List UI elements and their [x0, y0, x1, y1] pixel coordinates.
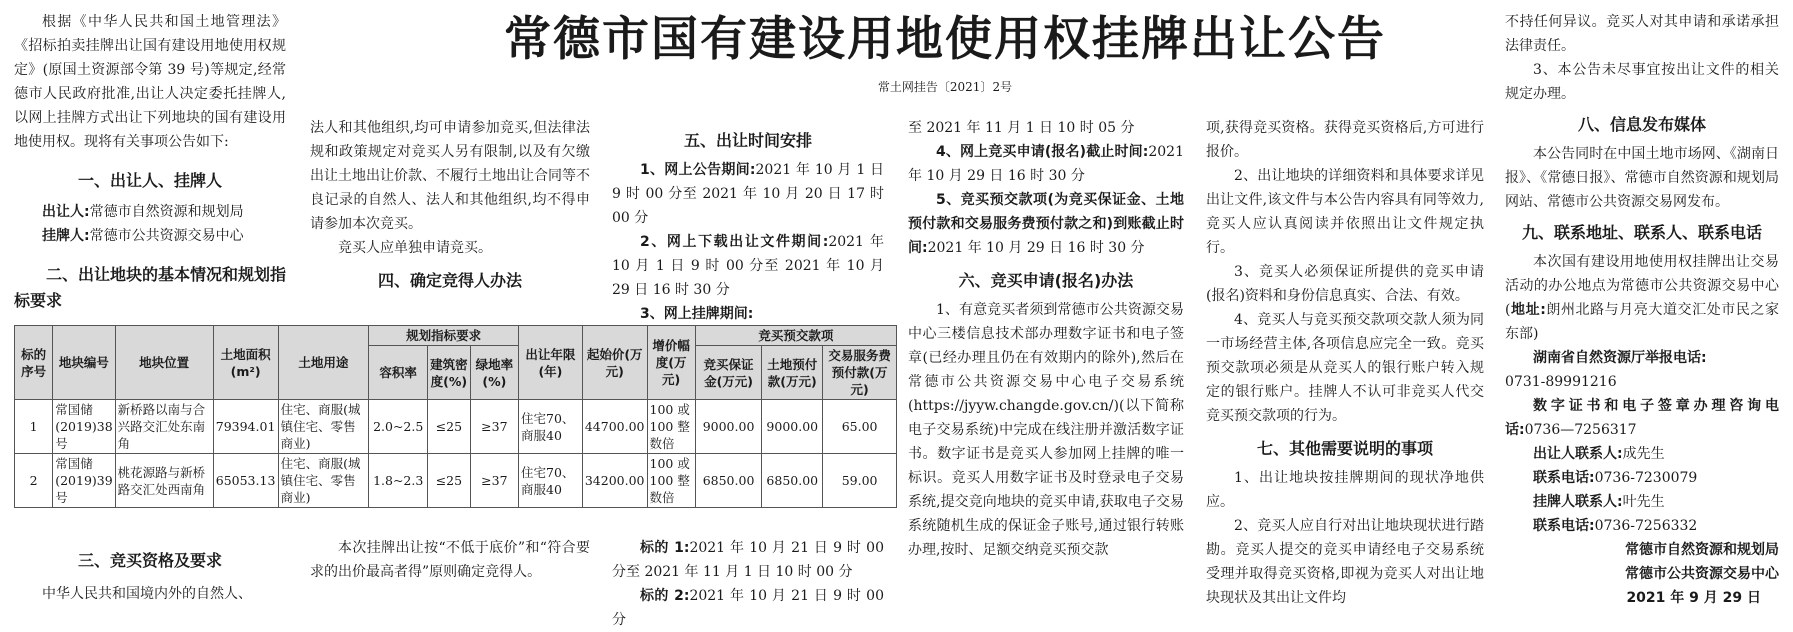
- section-4-body: 本次挂牌出让按“不低于底价”和“符合要求的出价最高者得”原则确定竞得人。: [310, 540, 590, 580]
- section-7-item-2: 2、竞买人应自行对出让地块现状进行踏勘。竞买人提交的竞买申请经电子交易系统受理并取得竞买资格,即视为竞买人对出让地块现状及其出让文件均: [1206, 518, 1484, 606]
- table-row: 2 常国储(2019)39号 桃花源路与新桥路交汇处西南角 65053.13 住宅、商服(城镇住宅、零售商业) 1.8~2.3 ≤25 ≥37 住宅70、商服40 34200.00 100 或 100 整数倍 6850.00 6850.00 59.00: [15, 454, 897, 508]
- section-7-item-3: 3、本公告未尽事宜按出让文件的相关规定办理。: [1505, 62, 1779, 102]
- section-1-heading: 一、出让人、挂牌人: [77, 171, 222, 190]
- schedule-item-1: 1、网上公告期间:2021 年 10 月 1 日 9 时 00 分至 2021 年 10 月 20 日 17 时 00 分: [612, 162, 884, 226]
- section-9-body: 本次国有建设用地使用权挂牌出让交易活动的办公地点为常德市公共资源交易中心(地址:朗州北路与月亮大道交汇处市民之家东部): [1505, 254, 1779, 342]
- section-6-heading: 六、竞买申请(报名)办法: [958, 271, 1134, 290]
- th-density: 建筑密度(%): [428, 346, 471, 400]
- section-9-heading: 九、联系地址、联系人、联系电话: [1521, 223, 1762, 242]
- th-deposit: 竞买保证金(万元): [695, 346, 762, 400]
- th-increment: 增价幅度(万元): [647, 326, 695, 400]
- section-5-heading: 五、出让时间安排: [683, 131, 812, 150]
- schedule-item-3: 3、网上挂牌期间:: [640, 306, 754, 322]
- listing-party-line: 挂牌人:常德市公共资源交易中心: [42, 228, 244, 244]
- signature-date: 2021 年 9 月 29 日: [1626, 590, 1761, 606]
- transferor-phone: 联系电话:0736-7230079: [1533, 470, 1698, 486]
- th-fee: 交易服务费预付款(万元): [823, 346, 897, 400]
- section-8-body: 本公告同时在中国土地市场网、《湖南日报》、《常德日报》、常德市自然资源和规划局网站、常德市公共资源交易网发布。: [1505, 146, 1779, 210]
- section-3-continued: 法人和其他组织,均可申请参加竞买,但法律法规和政策规定对竞买人另有限制,以及有欠缴出让土地出让价款、不履行土地出让合同等不良记录的自然人、法人和其他组织,均不得申请参加本次竞买。: [310, 120, 590, 232]
- listing-contact: 挂牌人联系人:叶先生: [1533, 494, 1665, 510]
- column-1-lower: [14, 548, 286, 606]
- th-plan-group: 规划指标要求: [369, 326, 519, 346]
- th-far: 容积率: [369, 346, 428, 400]
- intro-paragraph: 根据《中华人民共和国土地管理法》《招标拍卖挂牌出让国有建设用地使用权规定》(原国土资源部令第 39 号)等规定,经常德市人民政府批准,出让人决定委托挂牌人,以网上挂牌方式出让下列地块的国有建设用地使用权。现将有关事项公告如下:: [14, 14, 286, 150]
- th-green: 绿地率(%): [470, 346, 518, 400]
- lot-2-period: 标的 2:2021 年 10 月 21 日 9 时 00 分: [612, 588, 884, 628]
- column-6: [1505, 10, 1779, 610]
- listing-phone: 联系电话:0736-7256332: [1533, 518, 1698, 534]
- report-phone: 0731-89991216: [1505, 374, 1617, 390]
- signature-2: 常德市公共资源交易中心: [1625, 566, 1779, 582]
- th-seq: 标的序号: [15, 326, 53, 400]
- column-2-lower: [310, 536, 590, 584]
- page-title: 常德市国有建设用地使用权挂牌出让公告: [504, 12, 1386, 67]
- section-6-continued: 项,获得竞买资格。获得竞买资格后,方可进行报价。: [1206, 120, 1484, 160]
- table-row: 1 常国储(2019)38号 新桥路以南与合兴路交汇处东南角 79394.01 住宅、商服(城镇住宅、零售商业) 2.0~2.5 ≤25 ≥37 住宅70、商服40 44700.00 100 或 100 整数倍 9000.00 9000.00 65.00: [15, 400, 897, 454]
- report-phone-label: 湖南省自然资源厅举报电话:: [1533, 350, 1707, 366]
- column-5: [1206, 116, 1484, 610]
- section-7-heading: 七、其他需要说明的事项: [1256, 439, 1433, 458]
- single-application-note: 竞买人应单独申请竞买。: [338, 240, 492, 256]
- section-6-item-3: 3、竞买人必须保证所提供的竞买申请(报名)资料和身份信息真实、合法、有效。: [1206, 264, 1484, 304]
- section-3-heading: 三、竞买资格及要求: [77, 551, 222, 570]
- transferor-contact: 出让人联系人:成先生: [1533, 446, 1665, 462]
- column-2: [310, 116, 590, 294]
- signature-1: 常德市自然资源和规划局: [1625, 542, 1779, 558]
- section-7-item-1: 1、出让地块按挂牌期间的现状净地供应。: [1206, 470, 1484, 510]
- section-6-item-2: 2、出让地块的详细资料和具体要求详见出让文件,该文件与本公告内容具有同等效力,竞买人应认真阅读并依照出让文件规定执行。: [1206, 168, 1484, 256]
- transferor-line: 出让人:常德市自然资源和规划局: [42, 204, 244, 220]
- th-area: 土地面积(m²): [213, 326, 278, 400]
- land-parcel-table: [14, 325, 897, 508]
- schedule-item-4: 4、网上竞买申请(报名)截止时间:2021 年 10 月 29 日 16 时 30 分: [908, 144, 1184, 184]
- th-term: 出让年限(年): [519, 326, 583, 400]
- th-start-price: 起始价(万元): [582, 326, 647, 400]
- th-code: 地块编号: [53, 326, 115, 400]
- section-3-body: 中华人民共和国境内外的自然人、: [42, 586, 252, 602]
- column-1: [14, 10, 286, 314]
- section-7-continued: 不持任何异议。竞买人对其申请和承诺承担法律责任。: [1505, 14, 1779, 54]
- cert-phone-line: 数字证书和电子签章办理咨询电话:0736—7256317: [1505, 398, 1779, 438]
- schedule-item-2: 2、网上下载出让文件期间:2021 年 10 月 1 日 9 时 00 分至 2021 年 10 月 29 日 16 时 30 分: [612, 234, 884, 298]
- th-land-prepay: 土地预付款(万元): [762, 346, 823, 400]
- schedule-item-5: 5、竞买预交款项(为竞买保证金、土地预付款和交易服务费预付款之和)到账截止时间:2021 年 10 月 29 日 16 时 30 分: [908, 192, 1184, 256]
- column-3-lower: [612, 536, 884, 632]
- section-2-heading: 二、出让地块的基本情况和规划指标要求: [14, 265, 287, 310]
- th-location: 地块位置: [115, 326, 213, 400]
- section-8-heading: 八、信息发布媒体: [1577, 115, 1706, 134]
- schedule-continued: 至 2021 年 11 月 1 日 10 时 05 分: [908, 120, 1135, 136]
- section-6-item-4: 4、竞买人与竞买预交款项交款人须为同一市场经营主体,各项信息应完全一致。竞买预交款项必须是从竞买人的银行账户转入规定的银行账户。挂牌人不认可非竞买人代交竞买预交款项的行为。: [1206, 312, 1484, 424]
- section-4-heading: 四、确定竞得人办法: [377, 271, 522, 290]
- section-6-body: 1、有意竞买者须到常德市公共资源交易中心三楼信息技术部办理数字证书和电子签章(已经办理且仍在有效期内的除外),然后在常德市公共资源交易中心电子交易系统(https://jyyw.changde.gov.cn/)(以下简称电子交易系统)中完成在线注册并激活数字证书。数字证书是竞买人参加网上挂牌的唯一标识。竞买人用数字证书及时登录电子交易系统,提交竞向地块的竞买申请,获取电子交易系统随机生成的保证金子账号,通过银行转账办理,按时、足额交纳竞买预交款: [908, 302, 1184, 558]
- column-4: [908, 116, 1184, 562]
- document-number: 常土网挂告〔2021〕2号: [877, 80, 1013, 94]
- column-3: [612, 128, 884, 326]
- th-use: 土地用途: [278, 326, 369, 400]
- th-prepay-group: 竞买预交款项: [695, 326, 896, 346]
- lot-1-period: 标的 1:2021 年 10 月 21 日 9 时 00 分至 2021 年 11 月 1 日 10 时 00 分: [612, 540, 884, 580]
